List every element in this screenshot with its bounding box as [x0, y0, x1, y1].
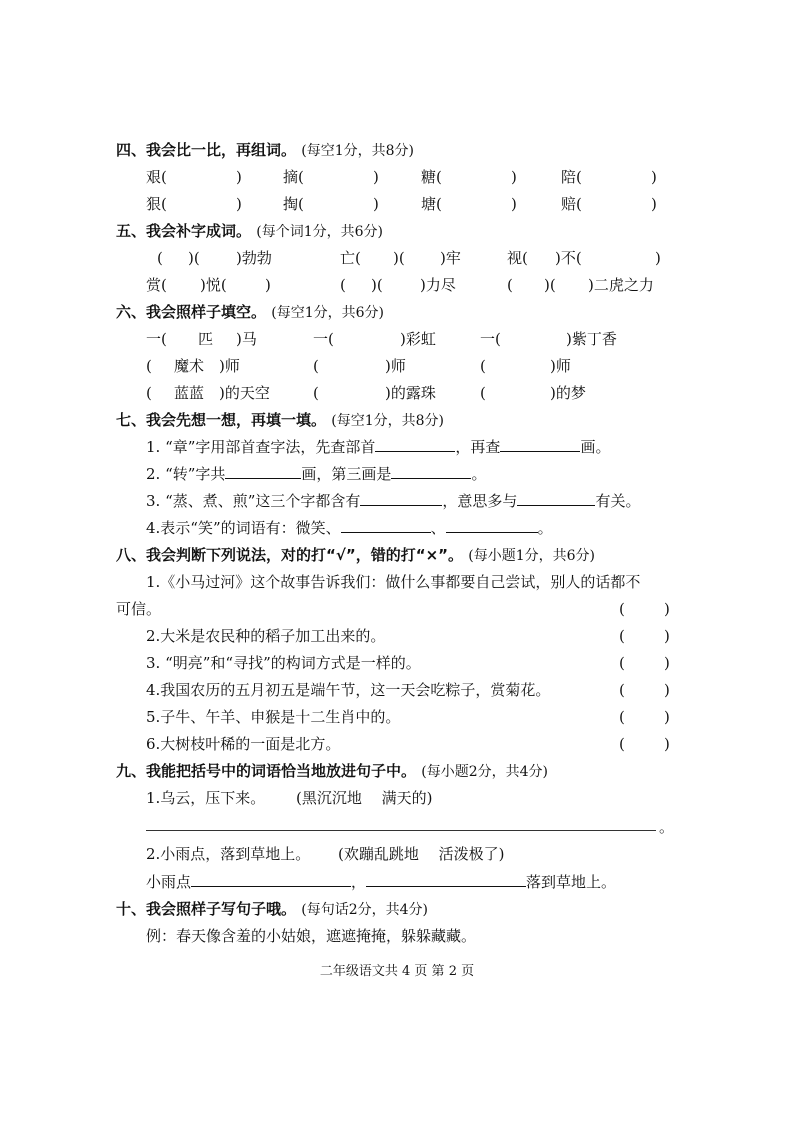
- s7-q3-text-a: 3. “蒸、煮、煎”这三个字都含有: [146, 492, 361, 510]
- s4-r2-c8: ): [651, 195, 657, 213]
- s7-q4-text-b: 、: [430, 519, 446, 537]
- s5-r2-c8: )(: [544, 276, 556, 294]
- s8-q6-paren-right: ): [664, 735, 670, 753]
- page-footer: 二年级语文共 4 页 第 2 页: [319, 964, 475, 979]
- s8-question-6: 6.大树枝叶稀的一面是北方。: [146, 735, 341, 753]
- s8-q5-paren-right: ): [664, 708, 670, 726]
- s8-q6-paren-left: (: [619, 735, 625, 753]
- s6-r2-c7: )师: [550, 357, 571, 375]
- s4-r1-c1: 艰(: [146, 168, 167, 186]
- s5-r1-c7: 视(: [507, 249, 528, 267]
- s5-r2-c4: (: [340, 276, 346, 294]
- s10-example: 例：春天像含羞的小姑娘，遮遮掩掩，躲躲藏藏。: [146, 927, 477, 945]
- s8-q3-paren-left: (: [619, 654, 625, 672]
- s5-r2-c2: )悦(: [200, 276, 227, 294]
- section-4-heading: 四、我会比一比，再组词。: [116, 141, 297, 159]
- section-9-title: [116, 761, 548, 782]
- section-8-score-note: (每小题1分，共6分): [468, 548, 595, 564]
- section-7-score-note: (每空1分，共8分): [331, 413, 444, 429]
- s6-r2-c5: )师: [385, 357, 406, 375]
- s9-question-2-words: (欢蹦乱跳地 活泼极了): [338, 845, 505, 863]
- s8-question-3: 3. “明亮”和“寻找”的构词方式是一样的。: [146, 654, 421, 672]
- s7-q2-blank-1[interactable]: [225, 464, 301, 479]
- s6-r1-c5: )彩虹: [400, 330, 436, 348]
- s4-r2-c3: 掏(: [283, 195, 304, 213]
- s7-q3-text-b: ，意思多与: [442, 492, 518, 510]
- section-7-title: [116, 410, 444, 431]
- s6-r2-c2: 魔术: [174, 357, 205, 375]
- s5-r1-c6: )牢: [440, 249, 461, 267]
- s4-r1-c3: 摘(: [283, 168, 304, 186]
- s6-r3-c6: (: [480, 384, 486, 402]
- section-9-score-note: (每小题2分，共4分): [421, 764, 548, 780]
- s5-r2-c6: )力尽: [420, 276, 456, 294]
- s7-q2-text-c: 。: [471, 465, 487, 483]
- s5-r1-c9: ): [655, 249, 661, 267]
- s4-r2-c6: ): [511, 195, 517, 213]
- s9-q1-period: 。: [659, 818, 675, 836]
- s9-question-1: 1.乌云，压下来。: [146, 789, 266, 807]
- section-10-title: [116, 899, 428, 920]
- s5-r1-c4: 亡(: [340, 249, 361, 267]
- s4-r1-c4: ): [373, 168, 379, 186]
- s7-q2-blank-2[interactable]: [391, 464, 471, 479]
- section-8-heading: 八、我会判断下列说法，对的打“√”，错的打“×”。: [116, 546, 464, 564]
- s6-r3-c3: )的天空: [219, 384, 270, 402]
- section-4-title: [116, 140, 414, 161]
- s8-question-1-line-1: 1.《小马过河》这个故事告诉我们：做什么事都要自己尝试，别人的话都不: [146, 573, 641, 591]
- s7-q1-text-b: ，再查: [455, 438, 501, 456]
- s7-q1-text-a: 1. “章”字用部首查字法，先查部首: [146, 438, 376, 456]
- section-6-title: [116, 302, 384, 323]
- s7-q3-blank-2[interactable]: [517, 491, 595, 506]
- s4-r2-c2: ): [236, 195, 242, 213]
- s7-q3-text-c: 有关。: [595, 492, 641, 510]
- section-9-heading: 九、我能把括号中的词语恰当地放进句子中。: [116, 762, 417, 780]
- s7-q1-blank-2[interactable]: [500, 437, 580, 452]
- s6-r3-c4: (: [313, 384, 319, 402]
- s7-q1-text-c: 画。: [580, 438, 611, 456]
- s8-q4-paren-right: ): [664, 681, 670, 699]
- section-6-score-note: (每空1分，共6分): [271, 305, 384, 321]
- s8-q3-paren-right: ): [664, 654, 670, 672]
- s5-r1-c1: (: [157, 249, 163, 267]
- s9-question-2-answer: [146, 872, 616, 892]
- s5-r2-c7: (: [507, 276, 513, 294]
- s6-r2-c4: (: [313, 357, 319, 375]
- s4-r1-c2: ): [236, 168, 242, 186]
- section-6-heading: 六、我会照样子填空。: [116, 303, 267, 321]
- s8-q1-paren-left: (: [619, 600, 625, 618]
- s9-q2-ans-lead: 小雨点: [146, 873, 192, 891]
- section-5-title: [116, 221, 383, 242]
- s8-question-2: 2.大米是农民种的稻子加工出来的。: [146, 627, 386, 645]
- s8-question-1-line-2: 可信。: [116, 600, 162, 618]
- s7-q4-text-a: 4.表示“笑”的词语有：微笑、: [146, 519, 341, 537]
- s6-r1-c3: )马: [236, 330, 257, 348]
- s7-q2-text-b: 画，第三画是: [301, 465, 392, 483]
- s4-r2-c1: 狠(: [146, 195, 167, 213]
- s7-q3-blank-1[interactable]: [360, 491, 442, 506]
- s5-r2-c9: )二虎之力: [588, 276, 654, 294]
- s9-q2-ans-comma: ，: [351, 873, 367, 891]
- section-8-title: [116, 545, 595, 566]
- s6-r3-c5: )的露珠: [385, 384, 436, 402]
- s6-r2-c1: (: [146, 357, 152, 375]
- s5-r1-c5: )(: [393, 249, 405, 267]
- s9-question-1-words: (黑沉沉地 满天的): [296, 789, 433, 807]
- s6-r1-c4: 一(: [313, 330, 334, 348]
- s4-r1-c8: ): [651, 168, 657, 186]
- s5-r2-c1: 赏(: [146, 276, 167, 294]
- s9-q1-answer-line[interactable]: [146, 830, 656, 831]
- s7-question-4: [146, 518, 553, 538]
- s6-r3-c7: )的梦: [550, 384, 586, 402]
- s5-r1-c8: )不(: [555, 249, 582, 267]
- s6-r2-c6: (: [480, 357, 486, 375]
- section-5-heading: 五、我会补字成词。: [116, 222, 252, 240]
- s6-r1-c2: 匹: [198, 330, 214, 348]
- s9-q2-blank-2[interactable]: [366, 872, 526, 887]
- section-10-heading: 十、我会照样子写句子哦。: [116, 900, 297, 918]
- s4-r2-c7: 赔(: [561, 195, 582, 213]
- section-4-score-note: (每空1分，共8分): [301, 143, 414, 159]
- s7-question-1: [146, 437, 610, 457]
- s8-question-4: 4.我国农历的五月初五是端午节，这一天会吃粽子，赏菊花。: [146, 681, 551, 699]
- s7-q2-text-a: 2. “转”字共: [146, 465, 226, 483]
- s9-q2-ans-tail: 落到草地上。: [526, 873, 617, 891]
- s7-q4-blank-2[interactable]: [446, 518, 538, 533]
- s4-r2-c4: ): [373, 195, 379, 213]
- s7-question-2: [146, 464, 486, 484]
- s9-question-2: 2.小雨点，落到草地上。: [146, 845, 311, 863]
- s5-r1-c2: )(: [188, 249, 200, 267]
- s8-q2-paren-right: ): [664, 627, 670, 645]
- section-7-heading: 七、我会先想一想，再填一填。: [116, 411, 327, 429]
- s8-q5-paren-left: (: [619, 708, 625, 726]
- s6-r1-c7: )紫丁香: [566, 330, 617, 348]
- section-10-score-note: (每句话2分，共4分): [301, 902, 428, 918]
- s6-r3-c1: (: [146, 384, 152, 402]
- s7-q4-text-c: 。: [537, 519, 553, 537]
- s6-r1-c1: 一(: [146, 330, 167, 348]
- s6-r2-c3: )师: [219, 357, 240, 375]
- s5-r2-c5: )(: [371, 276, 383, 294]
- s4-r2-c5: 塘(: [421, 195, 442, 213]
- s8-question-5: 5.子牛、午羊、申猴是十二生肖中的。: [146, 708, 401, 726]
- s7-q4-blank-1[interactable]: [341, 518, 431, 533]
- s8-q1-paren-right: ): [664, 600, 670, 618]
- s6-r3-c2: 蓝蓝: [174, 384, 205, 402]
- s8-q2-paren-left: (: [619, 627, 625, 645]
- s6-r1-c6: 一(: [480, 330, 501, 348]
- s8-q4-paren-left: (: [619, 681, 625, 699]
- s5-r1-c3: )勃勃: [236, 249, 272, 267]
- s7-question-3: [146, 491, 640, 511]
- s4-r1-c7: 陪(: [561, 168, 582, 186]
- s4-r1-c6: ): [511, 168, 517, 186]
- s9-q2-blank-1[interactable]: [191, 872, 351, 887]
- section-5-score-note: (每个词1分，共6分): [256, 224, 383, 240]
- s4-r1-c5: 糖(: [421, 168, 442, 186]
- s5-r2-c3: ): [265, 276, 271, 294]
- s7-q1-blank-1[interactable]: [375, 437, 455, 452]
